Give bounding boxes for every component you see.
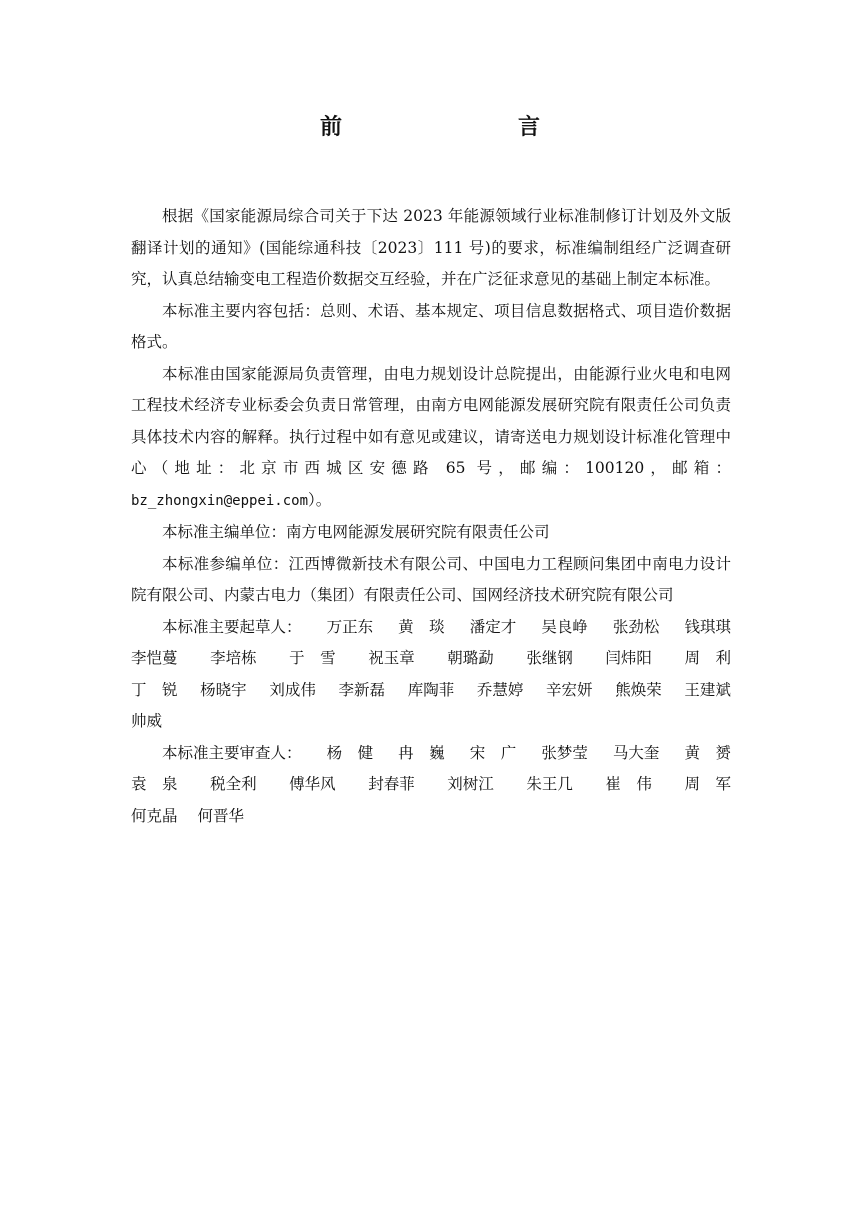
drafter-name: 杨晓宇: [200, 680, 247, 699]
reviewer-name: 黄 赟: [684, 743, 731, 762]
reviewer-name: 何晋华: [197, 806, 245, 825]
drafter-name: 闫炜阳: [605, 649, 652, 667]
page-title: 前 言: [319, 114, 584, 140]
reviewer-name: 刘树江: [447, 775, 494, 793]
paragraph-participating-units: 本标准参编单位：江西博微新技术有限公司、中国电力工程顾问集团中南电力设计院有限公司、内蒙古电力（集团）有限责任公司、国网经济技术研究院有限公司: [131, 554, 731, 604]
drafter-name: 熊焕荣: [615, 680, 662, 699]
reviewer-name: 封春菲: [368, 775, 415, 793]
document-body: [131, 201, 731, 832]
drafters-line: [131, 706, 731, 738]
reviewer-name: 马大奎: [612, 743, 660, 762]
reviewers-line: [131, 769, 731, 801]
drafters-line: [131, 643, 731, 675]
paragraph-basis: 根据《国家能源局综合司关于下达 2023 年能源领域行业标准制修订计划及外文版翻译计划的通知》(国能综通科技〔2023〕111 号)的要求，标准编制组经广泛调查研究，认真总结输变电工程造价数据交互经验，并在广泛征求意见的基础上制定本标准。: [131, 207, 731, 288]
reviewer-name: 税全利: [210, 775, 257, 793]
paragraph-contents: 本标准主要内容包括：总则、术语、基本规定、项目信息数据格式、项目造价数据格式。: [131, 301, 731, 351]
drafter-name: 丁 锐: [131, 680, 178, 699]
drafter-name: 王建斌: [684, 680, 731, 699]
drafter-name: 李恺蔓: [131, 649, 178, 667]
drafter-name: 帅威: [131, 712, 163, 730]
drafter-name: 李培栋: [210, 649, 257, 667]
drafter-name: 乔慧婷: [476, 680, 524, 699]
drafter-name: 朝璐勐: [447, 649, 494, 667]
reviewer-name: 宋 广: [469, 743, 517, 762]
drafter-name: 李新磊: [338, 680, 386, 699]
reviewer-name: 何克晶: [131, 806, 178, 825]
reviewer-name: 傅华风: [289, 775, 336, 793]
drafter-name: 库陶菲: [407, 680, 455, 699]
management-text: 本标准由国家能源局负责管理，由电力规划设计总院提出，由能源行业火电和电网工程技术经济专业标委会负责日常管理，由南方电网能源发展研究院有限责任公司负责具体技术内容的解释。执行过程中如有意见或建议，请寄送电力规划设计标准化管理中心（地址：北京市西城区安德路 65 号，邮编：100120，邮箱：: [131, 364, 731, 477]
paragraph-management: [131, 359, 731, 518]
reviewer-name: 朱王几: [526, 775, 573, 793]
drafter-name: 潘定才: [469, 617, 517, 636]
drafter-name: 祝玉章: [368, 649, 415, 667]
management-text-end: ）。: [308, 490, 332, 509]
reviewer-name: 周 军: [684, 775, 731, 793]
reviewer-name: 杨 健: [326, 743, 374, 762]
drafters-line: [131, 612, 731, 644]
reviewers-line: [131, 801, 731, 833]
paragraph-chief-unit: 本标准主编单位：南方电网能源发展研究院有限责任公司: [162, 523, 550, 541]
drafter-name: 张劲松: [612, 617, 660, 636]
drafter-name: 万正东: [326, 617, 374, 636]
drafter-name: 周 利: [684, 649, 731, 667]
drafter-name: 黄 琰: [398, 617, 445, 636]
drafters-label: 本标准主要起草人：: [162, 617, 302, 636]
drafters-line: [131, 675, 731, 707]
contact-email: bz_zhongxin@eppei.com: [131, 492, 309, 509]
drafter-name: 钱琪琪: [684, 617, 731, 636]
drafter-name: 辛宏妍: [546, 680, 593, 699]
reviewer-name: 张梦莹: [541, 743, 588, 762]
drafters-block: [131, 612, 731, 738]
reviewers-line: [131, 738, 731, 770]
drafter-name: 刘成伟: [269, 680, 316, 699]
reviewer-name: 崔 伟: [605, 775, 652, 793]
reviewer-name: 袁 泉: [131, 775, 178, 793]
reviewers-block: [131, 738, 731, 833]
drafter-name: 吴良峥: [541, 617, 588, 636]
reviewer-name: 冉 巍: [398, 743, 445, 762]
reviewers-label: 本标准主要审查人：: [162, 743, 302, 762]
drafter-name: 于 雪: [289, 649, 336, 667]
drafter-name: 张继钢: [526, 649, 573, 667]
